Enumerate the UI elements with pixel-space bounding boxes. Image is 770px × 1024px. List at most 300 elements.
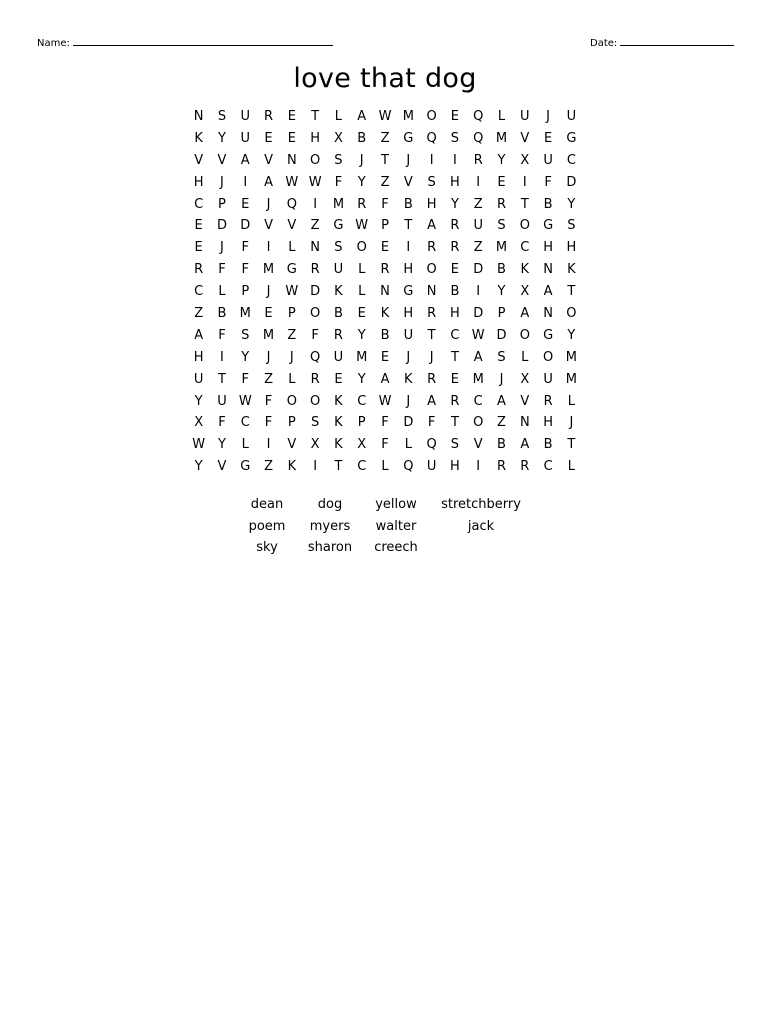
grid-letter[interactable]: Y (357, 327, 366, 343)
grid-letter[interactable]: Q (426, 130, 437, 146)
grid-letter[interactable]: I (266, 437, 271, 453)
word-list-item: poem (248, 518, 286, 534)
grid-letter[interactable]: I (243, 174, 248, 190)
grid-letter[interactable]: Q (403, 459, 414, 475)
grid-letter[interactable]: Z (473, 240, 483, 256)
grid-letter[interactable]: V (217, 459, 227, 475)
grid-letter[interactable]: L (521, 349, 529, 365)
grid-letter[interactable]: B (357, 130, 367, 146)
grid-letter[interactable]: B (403, 196, 413, 212)
grid-letter[interactable]: I (522, 174, 527, 190)
grid-letter[interactable]: Y (450, 196, 459, 212)
grid-letter[interactable]: J (499, 371, 504, 387)
grid-letter[interactable]: R (427, 240, 437, 256)
grid-letter[interactable]: A (497, 393, 506, 409)
grid-letter[interactable]: T (567, 437, 576, 453)
grid-letter[interactable]: F (334, 174, 343, 190)
grid-letter[interactable]: U (193, 371, 204, 387)
grid-letter[interactable]: S (311, 415, 320, 431)
grid-letter[interactable]: A (380, 371, 390, 387)
grid-letter[interactable]: T (450, 415, 459, 431)
grid-letter[interactable]: S (450, 437, 460, 453)
grid-letter[interactable]: M (262, 327, 275, 343)
grid-letter[interactable]: R (450, 240, 460, 256)
grid-letter[interactable]: J (289, 349, 294, 365)
grid-letter[interactable]: X (520, 284, 530, 300)
grid-letter[interactable]: X (357, 437, 367, 453)
grid-letter[interactable]: H (403, 306, 414, 322)
grid-letter[interactable]: S (450, 130, 460, 146)
grid-letter[interactable]: Q (426, 437, 437, 453)
grid-letter[interactable]: R (310, 262, 320, 278)
grid-letter[interactable]: U (333, 349, 344, 365)
grid-letter[interactable]: O (566, 306, 577, 322)
word-list-item: dean (250, 497, 284, 512)
grid-letter[interactable]: E (450, 109, 460, 124)
grid-letter[interactable]: L (567, 459, 576, 475)
grid-letter[interactable]: Y (567, 327, 576, 343)
grid-letter[interactable]: U (426, 459, 437, 475)
grid-letter[interactable]: C (240, 415, 250, 431)
grid-letter[interactable]: O (426, 109, 437, 124)
grid-letter[interactable]: M (402, 109, 414, 124)
grid-letter[interactable]: K (334, 415, 343, 431)
grid-letter[interactable]: T (311, 109, 320, 124)
grid-letter[interactable]: N (380, 284, 390, 300)
grid-letter[interactable]: W (378, 109, 392, 124)
grid-letter[interactable]: B (543, 196, 553, 212)
grid-letter[interactable]: K (334, 284, 343, 300)
grid-letter[interactable]: V (264, 218, 273, 234)
grid-letter[interactable]: P (241, 284, 250, 300)
puzzle-title: love that dog (293, 63, 477, 94)
grid-letter[interactable]: L (218, 284, 226, 300)
grid-letter[interactable]: T (381, 152, 389, 168)
grid-letter[interactable]: I (452, 152, 457, 168)
grid-letter[interactable]: D (566, 174, 577, 190)
grid-letter[interactable]: Q (286, 196, 297, 212)
grid-letter[interactable]: O (426, 262, 437, 278)
grid-letter[interactable]: D (216, 218, 227, 234)
grid-letter[interactable]: W (308, 174, 322, 190)
grid-letter[interactable]: Y (567, 196, 576, 212)
grid-letter[interactable]: R (473, 152, 483, 168)
grid-letter[interactable]: W (285, 174, 299, 190)
grid-letter[interactable]: X (520, 371, 530, 387)
grid-letter[interactable]: M (472, 371, 484, 387)
grid-letter[interactable]: K (567, 262, 576, 278)
grid-letter[interactable]: L (567, 393, 576, 409)
grid-letter[interactable]: C (566, 152, 576, 168)
grid-letter[interactable]: M (495, 130, 508, 146)
grid-letter[interactable]: O (310, 393, 321, 409)
grid-letter[interactable]: O (519, 218, 530, 234)
grid-letter[interactable]: N (193, 109, 204, 124)
grid-letter[interactable]: C (194, 196, 204, 212)
grid-letter[interactable]: O (473, 415, 484, 431)
date-field (590, 36, 734, 50)
grid-letter[interactable]: I (220, 349, 224, 365)
grid-letter[interactable]: R (520, 459, 530, 475)
grid-letter[interactable]: X (310, 437, 320, 453)
grid-letter[interactable]: J (266, 196, 271, 212)
grid-letter[interactable]: O (286, 393, 297, 409)
grid-letter[interactable]: R (450, 393, 460, 409)
grid-letter[interactable]: N (310, 240, 320, 256)
name-blank-line[interactable] (73, 36, 333, 46)
grid-letter[interactable]: W (192, 437, 206, 453)
grid-letter[interactable]: H (450, 174, 460, 190)
grid-letter[interactable]: L (358, 284, 366, 300)
grid-letter[interactable]: A (543, 284, 553, 300)
grid-letter[interactable]: Q (473, 109, 484, 124)
grid-letter[interactable]: Y (194, 459, 203, 475)
grid-letter[interactable]: E (287, 130, 296, 146)
grid-letter[interactable]: T (427, 327, 436, 343)
grid-letter[interactable]: J (359, 152, 364, 168)
grid-letter[interactable]: Z (380, 130, 390, 146)
grid-letter[interactable]: A (427, 393, 437, 409)
grid-letter[interactable]: B (217, 306, 227, 322)
grid-letter[interactable]: Y (194, 393, 203, 409)
grid-letter[interactable]: T (217, 371, 226, 387)
grid-letter[interactable]: D (473, 306, 484, 322)
grid-letter[interactable]: R (427, 371, 437, 387)
grid-letter[interactable]: G (403, 130, 414, 146)
grid-letter[interactable]: C (473, 393, 483, 409)
grid-letter[interactable]: U (543, 371, 553, 387)
grid-letter[interactable]: A (520, 437, 530, 453)
grid-letter[interactable]: Y (241, 349, 250, 365)
grid-letter[interactable]: E (194, 240, 203, 256)
grid-letter[interactable]: S (497, 349, 506, 365)
grid-letter[interactable]: K (334, 437, 343, 453)
grid-letter[interactable]: F (381, 196, 389, 212)
grid-letter[interactable]: J (406, 152, 411, 168)
grid-letter[interactable]: M (356, 349, 368, 365)
grid-letter[interactable]: F (381, 437, 389, 453)
grid-letter[interactable]: U (543, 152, 553, 168)
grid-letter[interactable]: G (333, 218, 344, 234)
grid-letter[interactable]: G (543, 327, 554, 343)
grid-letter[interactable]: H (566, 240, 577, 256)
word-list-item: sharon (307, 540, 353, 555)
grid-letter[interactable]: J (220, 174, 224, 190)
grid-letter[interactable]: H (450, 459, 460, 475)
grid-letter[interactable]: L (404, 437, 412, 453)
grid-letter[interactable]: M (239, 306, 251, 322)
grid-letter[interactable]: Y (497, 284, 506, 300)
grid-letter[interactable]: R (333, 327, 343, 343)
grid-letter[interactable]: R (543, 393, 553, 409)
grid-letter[interactable]: E (450, 262, 460, 278)
grid-letter[interactable]: W (238, 393, 252, 409)
grid-letter[interactable]: C (194, 284, 204, 300)
grid-letter[interactable]: C (450, 327, 460, 343)
grid-letter[interactable]: R (264, 109, 274, 124)
grid-letter[interactable]: U (240, 130, 250, 146)
grid-letter[interactable]: I (406, 240, 411, 256)
grid-letter[interactable]: I (476, 174, 481, 190)
grid-letter[interactable]: S (241, 327, 250, 343)
grid-letter[interactable]: M (262, 262, 275, 278)
grid-letter[interactable]: A (240, 152, 250, 168)
word-list-item: creech (374, 540, 418, 555)
grid-letter[interactable]: J (266, 284, 271, 300)
grid-letter[interactable]: H (193, 174, 204, 190)
grid-letter[interactable]: I (476, 284, 481, 300)
grid-letter[interactable]: I (476, 459, 481, 475)
grid-letter[interactable]: U (566, 109, 577, 124)
grid-letter[interactable]: R (496, 196, 507, 212)
grid-letter[interactable]: E (287, 109, 296, 124)
grid-letter[interactable]: J (429, 349, 434, 365)
grid-letter[interactable]: J (266, 349, 271, 365)
grid-letter[interactable]: E (450, 371, 460, 387)
grid-letter[interactable]: S (334, 240, 343, 256)
grid-letter[interactable]: V (520, 130, 530, 146)
grid-letter[interactable]: O (542, 349, 554, 365)
grid-letter[interactable]: F (218, 262, 226, 278)
grid-letter[interactable]: F (264, 393, 273, 409)
grid-letter[interactable]: B (450, 284, 460, 300)
grid-letter[interactable]: D (403, 415, 414, 431)
grid-letter[interactable]: L (334, 109, 343, 124)
grid-letter[interactable]: N (286, 152, 297, 168)
grid-letter[interactable]: C (357, 459, 367, 475)
grid-letter[interactable]: Z (473, 196, 483, 212)
grid-letter[interactable]: H (450, 306, 460, 322)
grid-letter[interactable]: F (311, 327, 319, 343)
grid-letter[interactable]: D (473, 262, 484, 278)
grid-letter[interactable]: S (217, 109, 227, 124)
grid-letter[interactable]: R (380, 262, 390, 278)
grid-letter[interactable]: R (427, 306, 437, 322)
grid-letter[interactable]: Z (264, 371, 273, 387)
grid-letter[interactable]: P (287, 415, 296, 431)
grid-letter[interactable]: P (357, 415, 366, 431)
grid-letter[interactable]: D (310, 284, 321, 300)
grid-letter[interactable]: J (406, 393, 411, 409)
name-field (37, 36, 333, 50)
grid-letter[interactable]: S (427, 174, 436, 190)
grid-letter[interactable]: U (333, 262, 344, 278)
grid-letter[interactable]: B (543, 437, 553, 453)
grid-letter[interactable]: D (496, 327, 507, 343)
grid-letter[interactable]: N (426, 284, 437, 300)
grid-letter[interactable]: B (497, 437, 506, 453)
grid-letter[interactable]: A (473, 349, 483, 365)
grid-letter[interactable]: O (356, 240, 367, 256)
grid-letter[interactable]: V (287, 218, 297, 234)
grid-letter[interactable]: O (310, 152, 321, 168)
grid-letter[interactable]: T (450, 349, 459, 365)
grid-letter[interactable]: L (288, 240, 296, 256)
grid-letter[interactable]: E (241, 196, 250, 212)
grid-letter[interactable]: A (427, 218, 437, 234)
grid-letter[interactable]: M (565, 371, 577, 387)
grid-letter[interactable]: Z (264, 459, 273, 475)
grid-letter[interactable]: F (264, 415, 273, 431)
grid-letter[interactable]: V (473, 437, 483, 453)
date-label: Date: (590, 38, 618, 49)
grid-letter[interactable]: K (334, 393, 343, 409)
grid-letter[interactable]: M (495, 240, 508, 256)
grid-letter[interactable]: B (380, 327, 390, 343)
grid-letter[interactable]: Y (217, 437, 226, 453)
grid-letter[interactable]: Z (194, 306, 204, 322)
grid-letter[interactable]: L (381, 459, 389, 475)
grid-letter[interactable]: L (241, 437, 249, 453)
grid-letter[interactable]: I (429, 152, 434, 168)
grid-letter[interactable]: F (241, 262, 249, 278)
grid-letter[interactable]: B (497, 262, 506, 278)
grid-letter[interactable]: W (355, 218, 369, 234)
grid-letter[interactable]: F (427, 415, 436, 431)
grid-letter[interactable]: X (333, 130, 343, 146)
grid-letter[interactable]: S (567, 218, 576, 234)
grid-letter[interactable]: J (569, 415, 574, 431)
grid-letter[interactable]: H (543, 415, 553, 431)
grid-letter[interactable]: O (310, 306, 321, 322)
grid-letter[interactable]: X (194, 415, 204, 431)
grid-letter[interactable]: F (218, 327, 226, 343)
grid-letter[interactable]: N (543, 262, 553, 278)
grid-letter[interactable]: M (565, 349, 577, 365)
grid-letter[interactable]: G (240, 459, 251, 475)
grid-letter[interactable]: R (496, 459, 507, 475)
grid-letter[interactable]: L (358, 262, 366, 278)
grid-letter[interactable]: R (310, 371, 320, 387)
grid-letter[interactable]: X (520, 152, 530, 168)
grid-letter[interactable]: V (264, 152, 273, 168)
grid-letter[interactable]: E (357, 306, 366, 322)
grid-letter[interactable]: E (194, 218, 203, 234)
grid-letter[interactable]: K (520, 262, 530, 278)
grid-letter[interactable]: B (333, 306, 343, 322)
grid-letter[interactable]: T (567, 284, 576, 300)
grid-letter[interactable]: P (218, 196, 226, 212)
grid-letter[interactable]: Q (473, 130, 484, 146)
grid-letter[interactable]: G (403, 284, 414, 300)
grid-letter[interactable]: T (520, 196, 529, 212)
grid-letter[interactable]: R (357, 196, 367, 212)
grid-letter[interactable]: P (497, 306, 506, 322)
grid-letter[interactable]: T (404, 218, 413, 234)
grid-letter[interactable]: G (543, 218, 554, 234)
grid-letter[interactable]: P (287, 306, 296, 322)
grid-letter[interactable]: O (519, 327, 530, 343)
grid-letter[interactable]: C (520, 240, 530, 256)
grid-letter[interactable]: E (264, 306, 273, 322)
grid-letter[interactable]: E (380, 349, 390, 365)
grid-letter[interactable]: Y (217, 130, 226, 146)
grid-letter[interactable]: Q (310, 349, 321, 365)
grid-letter[interactable]: L (497, 109, 506, 124)
grid-letter[interactable]: C (357, 393, 367, 409)
grid-letter[interactable]: Y (497, 152, 506, 168)
grid-letter[interactable]: I (313, 196, 318, 212)
grid-letter[interactable]: J (546, 109, 551, 124)
word-list-item: sky (256, 540, 278, 555)
grid-letter[interactable]: I (313, 459, 318, 475)
grid-letter[interactable]: V (287, 437, 297, 453)
grid-letter[interactable]: Z (287, 327, 297, 343)
grid-letter[interactable]: U (520, 109, 530, 124)
grid-letter[interactable]: E (497, 174, 506, 190)
grid-letter[interactable]: Z (310, 218, 320, 234)
grid-letter[interactable]: Z (497, 415, 506, 431)
grid-letter[interactable]: N (519, 415, 530, 431)
grid-letter[interactable]: U (473, 218, 483, 234)
grid-letter[interactable]: N (543, 306, 553, 322)
grid-letter[interactable]: W (471, 327, 485, 343)
grid-letter[interactable]: H (193, 349, 204, 365)
grid-letter[interactable]: T (334, 459, 343, 475)
grid-letter[interactable]: E (264, 130, 273, 146)
grid-letter[interactable]: S (497, 218, 506, 234)
grid-letter[interactable]: K (404, 371, 413, 387)
grid-letter[interactable]: F (241, 240, 249, 256)
grid-letter[interactable]: Y (357, 371, 366, 387)
grid-letter[interactable]: F (241, 371, 249, 387)
grid-letter[interactable]: A (264, 174, 273, 190)
grid-letter[interactable]: J (220, 240, 224, 256)
grid-letter[interactable]: R (450, 218, 460, 234)
grid-letter[interactable]: H (426, 196, 437, 212)
grid-letter[interactable]: K (380, 306, 390, 322)
grid-letter[interactable]: H (403, 262, 414, 278)
grid-letter[interactable]: A (194, 327, 204, 343)
grid-letter[interactable]: K (287, 459, 297, 475)
grid-letter[interactable]: K (194, 130, 203, 146)
grid-letter[interactable]: V (520, 393, 530, 409)
grid-letter[interactable]: D (240, 218, 251, 234)
grid-letter[interactable]: V (194, 152, 204, 168)
grid-letter[interactable]: W (378, 393, 392, 409)
grid-letter[interactable]: M (332, 196, 345, 212)
grid-letter[interactable]: G (286, 262, 297, 278)
grid-letter[interactable]: F (544, 174, 552, 190)
grid-letter[interactable]: U (240, 109, 250, 124)
grid-letter[interactable]: A (357, 109, 367, 124)
grid-letter[interactable]: E (334, 371, 343, 387)
grid-letter[interactable]: L (288, 371, 296, 387)
grid-letter[interactable]: S (334, 152, 343, 168)
grid-letter[interactable]: Z (380, 174, 390, 190)
grid-letter[interactable]: V (403, 174, 413, 190)
grid-letter[interactable]: F (381, 415, 389, 431)
grid-letter[interactable]: R (194, 262, 204, 278)
grid-letter[interactable]: I (266, 240, 271, 256)
grid-letter[interactable]: H (543, 240, 553, 256)
grid-letter[interactable]: A (520, 306, 530, 322)
grid-letter[interactable]: G (566, 130, 577, 146)
grid-letter[interactable]: U (403, 327, 414, 343)
grid-letter[interactable]: U (217, 393, 227, 409)
grid-letter[interactable]: V (217, 152, 227, 168)
grid-letter[interactable]: P (381, 218, 389, 234)
date-blank-line[interactable] (620, 36, 734, 46)
grid-letter[interactable]: W (285, 284, 299, 300)
grid-letter[interactable]: H (310, 130, 321, 146)
grid-letter[interactable]: E (380, 240, 390, 256)
grid-letter[interactable]: C (543, 459, 553, 475)
grid-letter[interactable]: Y (357, 174, 366, 190)
grid-letter[interactable]: J (406, 349, 411, 365)
grid-letter[interactable]: E (543, 130, 553, 146)
grid-letter[interactable]: F (218, 415, 226, 431)
